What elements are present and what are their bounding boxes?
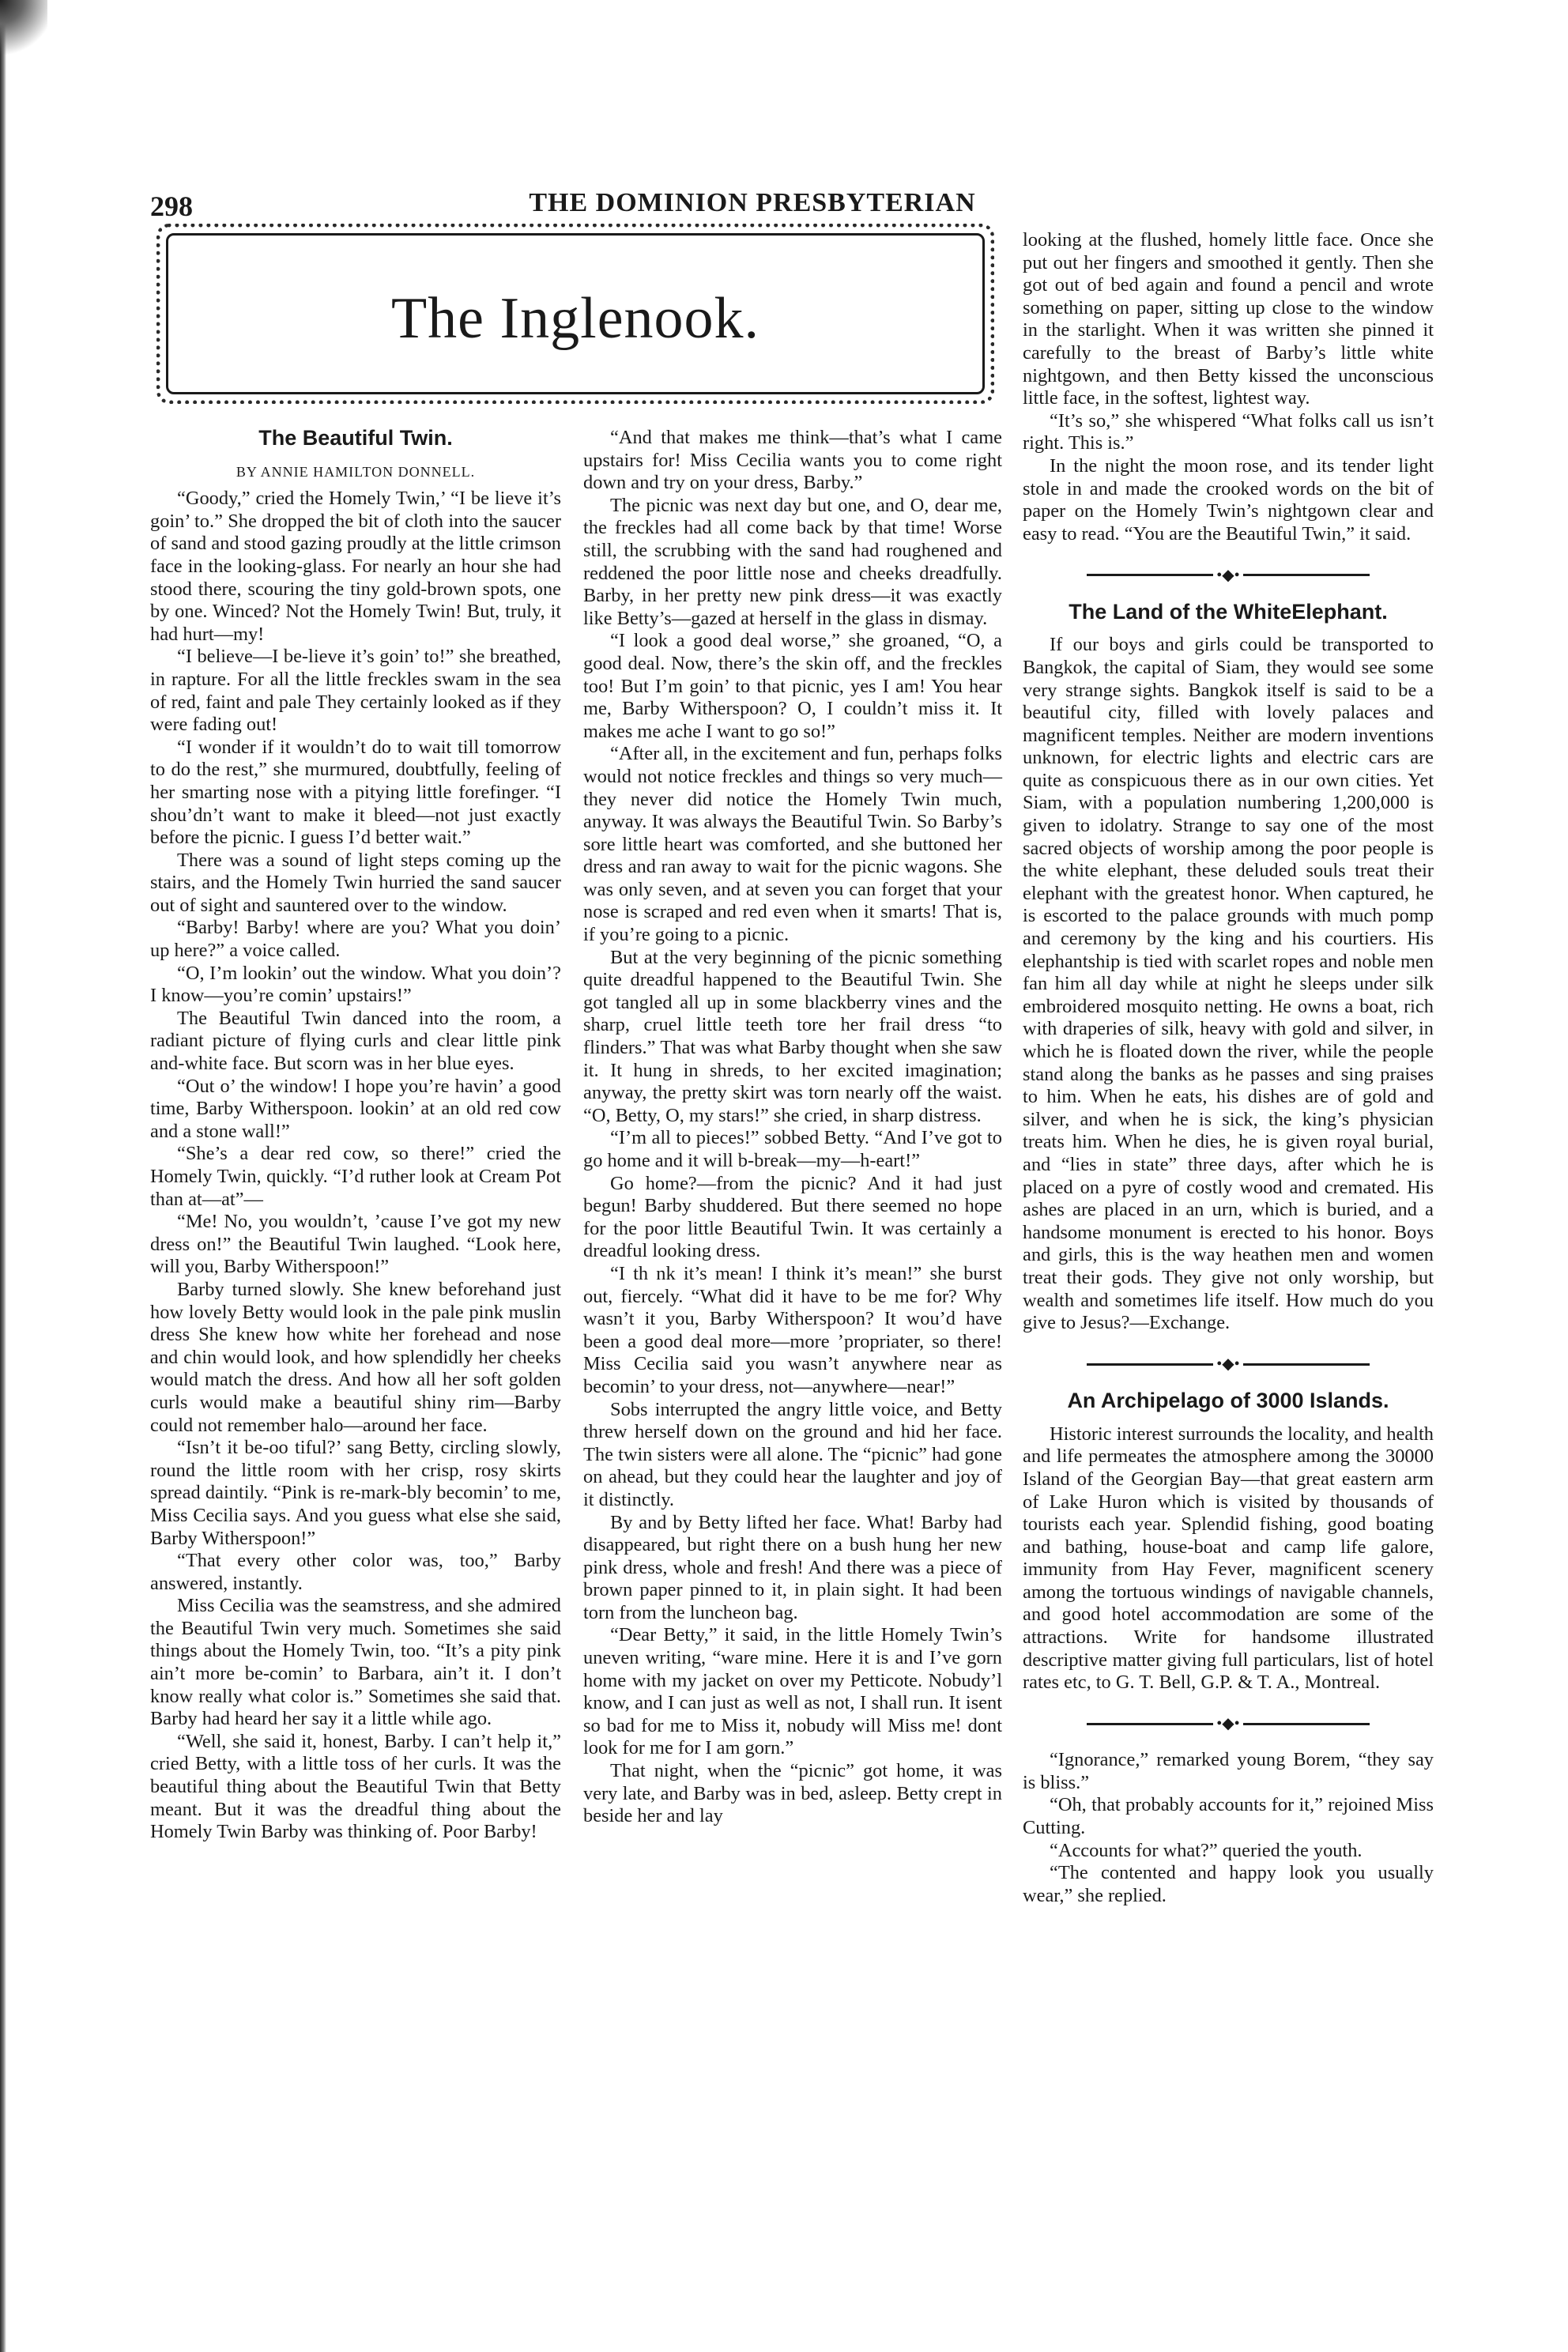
paragraph: “I wonder if it wouldn’t do to wait till tomorrow to do the rest,” she murmured, doubtfully, feeling of her smarting nose with a pitying little forefinger. “I shou’dn’t want to make it bleed—not just exactly before the picnic. I guess I’d better wait.” bbox=[150, 736, 561, 849]
paragraph: “Ignorance,” remarked young Borem, “they say is bliss.” bbox=[1023, 1749, 1434, 1793]
paragraph: “O, I’m lookin’ out the window. What you doin’? I know—you’re comin’ upstairs!” bbox=[150, 962, 561, 1007]
divider-rule bbox=[1243, 574, 1370, 576]
section-divider bbox=[1023, 1715, 1434, 1732]
paragraph: “Goody,” cried the Homely Twin,’ “I be lieve it’s goin’ to.” She dropped the bit of cloth into the saucer of sand and stood gazing proudly at the little crimson face in the looking-glass. For nearly an hour she had stood there, scouring the tiny gold-brown spots, one by one. Winced? Not the Homely Twin! But, truly, it had hurt—my! bbox=[150, 488, 561, 645]
paragraph: “That every other color was, too,” Barby answered, instantly. bbox=[150, 1550, 561, 1594]
paragraph: looking at the flushed, homely little face. Once she put out her fingers and smoothed it gently. Then she got out of bed again and found a pencil and wrote something on paper, sitting up close to the window in the starlight. When it was written she pinned it carefully to the breast of Barby’s little white nightgown, and then Betty kissed the unconscious little face, in the softest, lightest way. bbox=[1023, 229, 1434, 409]
divider-rule bbox=[1087, 574, 1213, 576]
publication-name: THE DOMINION PRESBYTERIAN bbox=[529, 188, 976, 217]
paragraph: “The contented and happy look you usually wear,” she replied. bbox=[1023, 1862, 1434, 1906]
paragraph: Barby turned slowly. She knew beforehand just how lovely Betty would look in the pale pink muslin dress She knew how white her forehead and nose and chin would look, and how splendidly her cheeks would match the dress. And how all her soft golden curls would make a beautiful shiny rim—Barby could not remember halo—around her face. bbox=[150, 1278, 561, 1436]
paragraph: Go home?—from the picnic? And it had just begun! Barby shuddered. But there seemed no hope for the poor little Beautiful Twin. It was certainly a dreadful looking dress. bbox=[583, 1172, 1002, 1262]
paragraph: That night, when the “picnic” got home, it was very late, and Barby was in bed, asleep. Betty crept in beside her and lay bbox=[583, 1760, 1002, 1827]
divider-rule bbox=[1243, 1723, 1370, 1725]
paragraph: If our boys and girls could be transported to Bangkok, the capital of Siam, they would see some very strange sights. Bangkok itself is said to be a beautiful city, filled with lovely palaces and magnificent temples. Neither are modern inventions unknown, for electric lights and electric cars are quite as conspicuous there as in our own cities. Yet Siam, with a population numbering 1,200,000 is given to idolatry. Strange to say one of the most sacred objects of worship among the poor people is the white elephant, these deluded souls treat their elephant with the greatest honor. When captured, he is escorted to the palace grounds with much pomp and ceremony by the king and his courtiers. His elephantship is tied with scarlet ropes and noble men fan him all day while at night he sleeps under silk embroidered mosquito netting. He owns a boat, rich with draperies of silk, heavy with gold and silver, in which he is floated down the river, while the people stand along the banks as he passes and sing praises to him. When he eats, his dishes are of gold and silver, and when he is sick, the king’s physician treats him. When he dies, he is given royal burial, and “lies in state” three days, after which he is placed on a pyre of costly wood and cremated. His ashes are placed in an urn, which is buried, and a handsome monument is erected to his honor. Boys and girls, this is the way heathen men and women treat their gods. They give not only worship, but wealth and sometimes life itself. How much do you give to Jesus?—Exchange. bbox=[1023, 634, 1434, 1334]
divider-ornament-icon: •◆• bbox=[1216, 1715, 1240, 1733]
paragraph: “Accounts for what?” queried the youth. bbox=[1050, 1839, 1363, 1861]
article-byline: BY ANNIE HAMILTON DONNELL. bbox=[236, 463, 476, 480]
paragraph: “I believe—I be-lieve it’s goin’ to!” she breathed, in rapture. For all the little freckles swam in the sea of red, faint and pale They certainly looked as if they were fading out! bbox=[150, 646, 561, 736]
paragraph: “Out o’ the window! I hope you’re havin’ a good time, Barby Witherspoon. lookin’ at an old red cow and a stone wall!” bbox=[150, 1075, 561, 1142]
paragraph: “Well, she said it, honest, Barby. I can’t help it,” cried Betty, with a little toss of her curls. It was the beautiful thing about the Beautiful Twin that Betty meant. But it was the dreadful thing about the Homely Twin Barby was thinking of. Poor Barby! bbox=[150, 1730, 561, 1843]
paragraph: “After all, in the excitement and fun, perhaps folks would not notice freckles and things so very much—they never did notice the Homely Twin much, anyway. It was always the Beautiful Twin. So Barby’s sore little heart was comforted, and she buttoned her dress and ran away to wait for the picnic wagons. She was only seven, and at seven you can forget that your nose is scraped and red even when it smarts! That is, if you’re going to a picnic. bbox=[583, 743, 1002, 946]
divider-ornament-icon: •◆• bbox=[1216, 1355, 1240, 1374]
section-divider bbox=[1023, 566, 1434, 582]
paragraph: Historic interest surrounds the locality, and health and life permeates the atmosphere among the 30000 Island of the Georgian Bay—that great eastern arm of Lake Huron which is visited by thousands of tourists each year. Splendid fishing, good boating and bathing, house-boat and camp life galore, immunity from Hay Fever, magnificent scenery among the tortuous windings of navigable channels, and good hotel accommodation are some of the attractions. Write for handsome illustrated descriptive matter giving full particulars, list of hotel rates etc, to G. T. Bell, G.P. & T. A., Montreal. bbox=[1023, 1423, 1434, 1694]
paragraph: “Barby! Barby! where are you? What you doin’ up here?” a voice called. bbox=[150, 917, 561, 962]
article-title-twin: The Beautiful Twin. bbox=[258, 426, 453, 450]
column-1 bbox=[150, 427, 561, 1844]
paragraph: “She’s a dear red cow, so there!” cried the Homely Twin, quickly. “I’d ruther look at Cream Pot than at—at”— bbox=[150, 1143, 561, 1210]
divider-rule bbox=[1087, 1363, 1213, 1366]
divider-rule bbox=[1087, 1723, 1213, 1725]
paragraph: In the night the moon rose, and its tender light stole in and made the crooked words on the bit of paper on the Homely Twin’s nightgown clear and easy to read. “You are the Beautiful Twin,” it said. bbox=[1023, 454, 1434, 545]
paragraph: The Beautiful Twin danced into the room, a radiant picture of flying curls and clear little pink and-white face. But scorn was in her blue eyes. bbox=[150, 1007, 561, 1075]
paragraph: Miss Cecilia was the seamstress, and she admired the Beautiful Twin very much. Sometimes she said things about the Homely Twin, too. “It’s a pity pink ain’t more be-comin’ to Barbara, ain’t it. I don’t know really what color is.” Sometimes she said that. Barby had heard her say it a little while ago. bbox=[150, 1595, 561, 1730]
running-head bbox=[0, 188, 1568, 218]
paragraph: “Oh, that probably accounts for it,” rejoined Miss Cutting. bbox=[1023, 1794, 1434, 1839]
article-title-elephant: The Land of the WhiteElephant. bbox=[1069, 599, 1388, 624]
column-2 bbox=[583, 427, 1002, 1828]
paragraph: “Dear Betty,” it said, in the little Homely Twin’s uneven writing, “ware mine. Here it is and I’ve gorn home with my jacket on over my Petticote. Nobudy’l know, and I can just as well as not, I shall run. It isent so bad for me to Miss it, nobudy will Miss me! dont look for me for I am gorn.” bbox=[583, 1624, 1002, 1759]
paragraph: “I th nk it’s mean! I think it’s mean!” she burst out, fiercely. “What did it have to be me for? Why wasn’t it you, Barby Witherspoon? It wou’d have been a good deal more—more ’propriater, so there! Miss Cecilia said you wasn’t anywhere near as becomin’ to your dress, not—anywhere—near!” bbox=[583, 1262, 1002, 1397]
column-3 bbox=[1023, 229, 1434, 1907]
article-title-archipelago: An Archipelago of 3000 Islands. bbox=[1067, 1389, 1389, 1413]
divider-rule bbox=[1243, 1363, 1370, 1366]
divider-ornament-icon: •◆• bbox=[1216, 566, 1240, 584]
paragraph: “And that makes me think—that’s what I came upstairs for! Miss Cecilia wants you to come right down and try on your dress, Barby.” bbox=[583, 427, 1002, 494]
paragraph: “Isn’t it be-oo tiful?’ sang Betty, circling slowly, round the little room with her crisp, rosy skirts spread daintily. “Pink is re-mark-bly becomin’ to me, Miss Cecilia says. And you guess what else she said, Barby Witherspoon!” bbox=[150, 1437, 561, 1549]
paragraph: But at the very beginning of the picnic something quite dreadful happened to the Beautiful Twin. She got tangled all up in some blackberry vines and the sharp, cruel little teeth tore her frail dress “to flinders.” That was what Barby thought when she saw it. It hung in shreds, to her excited imagination; anyway, the pretty skirt was torn nearly off the waist. “O, Betty, O, my stars!” she cried, in sharp distress. bbox=[583, 946, 1002, 1126]
section-banner bbox=[156, 224, 994, 404]
paragraph: “It’s so,” she whispered “What folks call us isn’t right. This is.” bbox=[1023, 409, 1434, 454]
paragraph: “I look a good deal worse,” she groaned, “O, a good deal. Now, there’s the skin off, and the freckles too! But I’m goin’ to that picnic, yes I am! You hear me, Barby Witherspoon? O, I couldn’t miss it. It makes me ache I want to go so!” bbox=[583, 630, 1002, 742]
paragraph: “I’m all to pieces!” sobbed Betty. “And I’ve got to go home and it will b-break—my—h-eart!” bbox=[583, 1127, 1002, 1171]
paragraph: There was a sound of light steps coming up the stairs, and the Homely Twin hurried the sand saucer out of sight and sauntered over to the window. bbox=[150, 849, 561, 916]
page-number: 298 bbox=[150, 190, 193, 222]
section-title: The Inglenook. bbox=[390, 286, 760, 351]
paragraph: “Me! No, you wouldn’t, ’cause I’ve got my new dress on!” the Beautiful Twin laughed. “Look here, will you, Barby Witherspoon!” bbox=[150, 1211, 561, 1278]
section-divider bbox=[1023, 1355, 1434, 1372]
paragraph: Sobs interrupted the angry little voice, and Betty threw herself down on the ground and hid her face. The twin sisters were all alone. The “picnic” had gone on ahead, but they could hear the laughter and joy of it distinctly. bbox=[583, 1398, 1002, 1510]
paragraph: By and by Betty lifted her face. What! Barby had disappeared, but right there on a bush hung her new pink dress, whole and fresh! And there was a piece of brown paper pinned to it, in plain sight. It had been torn from the luncheon bag. bbox=[583, 1511, 1002, 1623]
page-edge-shadow bbox=[0, 0, 6, 2352]
page-corner-shadow bbox=[0, 0, 47, 63]
paragraph: The picnic was next day but one, and O, dear me, the freckles had all come back by that time! Worse still, the scrubbing with the sand had roughened and reddened the poor little nose and cheeks dreadfully. Barby, in her pretty new pink dress—it was exactly like Betty’s—gazed at herself in the glass in dismay. bbox=[583, 494, 1002, 629]
